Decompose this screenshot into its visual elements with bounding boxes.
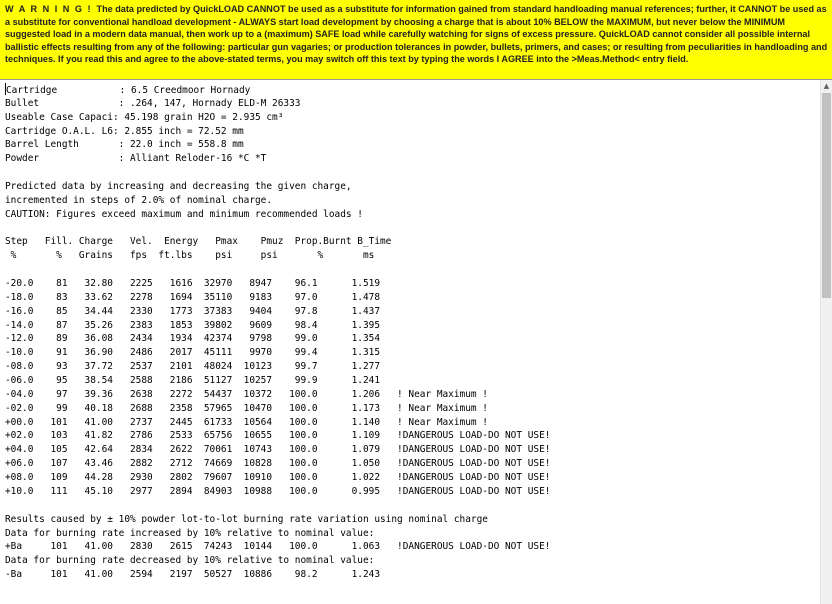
table-row: -10.0 91 36.90 2486 2017 45111 9970 99.4 1.315 bbox=[5, 347, 381, 359]
scroll-thumb[interactable] bbox=[822, 93, 831, 298]
table-row: +10.0 111 45.10 2977 2894 84903 10988 100.0 0.995 !DANGEROUS LOAD-DO NOT USE! bbox=[5, 485, 551, 497]
intro-line-0: Predicted data by increasing and decreasing the given charge, bbox=[5, 181, 352, 193]
table-row: -14.0 87 35.26 2383 1853 39802 9609 98.4 1.395 bbox=[5, 319, 381, 331]
decrease-label: Data for burning rate decreased by 10% relative to nominal value: bbox=[5, 555, 375, 567]
column-units: % % Grains fps ft.lbs psi psi % ms bbox=[5, 250, 375, 262]
blank-line bbox=[5, 499, 820, 513]
table-row: -04.0 97 39.36 2638 2272 54437 10372 100.0 1.206 ! Near Maximum ! bbox=[5, 388, 488, 400]
table-row: +00.0 101 41.00 2737 2445 61733 10564 100.0 1.140 ! Near Maximum ! bbox=[5, 416, 488, 428]
table-row: +02.0 103 41.82 2786 2533 65756 10655 100.0 1.109 !DANGEROUS LOAD-DO NOT USE! bbox=[5, 430, 551, 442]
table-row: -12.0 89 36.08 2434 1934 42374 9798 99.0 1.354 bbox=[5, 333, 381, 345]
decrease-row: -Ba 101 41.00 2594 2197 50527 10886 98.2 1.243 bbox=[5, 569, 381, 581]
table-row: -18.0 83 33.62 2278 1694 35110 9183 97.0 1.478 bbox=[5, 291, 381, 303]
setup-line-3: Cartridge O.A.L. L6: 2.855 inch = 72.52 mm bbox=[5, 125, 244, 137]
variation-title: Results caused by ± 10% powder lot-to-lot burning rate variation using nominal charge bbox=[5, 513, 488, 525]
intro-line-2: CAUTION: Figures exceed maximum and minimum recommended loads ! bbox=[5, 208, 363, 220]
setup-line-4: Barrel Length : 22.0 inch = 558.8 mm bbox=[5, 139, 244, 151]
table-row: -02.0 99 40.18 2688 2358 57965 10470 100.0 1.173 ! Near Maximum ! bbox=[5, 402, 488, 414]
table-row: +06.0 107 43.46 2882 2712 74669 10828 100.0 1.050 !DANGEROUS LOAD-DO NOT USE! bbox=[5, 458, 551, 470]
warning-text: The data predicted by QuickLOAD CANNOT be used as a substitute for information gained from standard handloading manual references; further, it CANNOT be used as a substitute for conventional handload development - ALWAYS start load development by choosing a charge that is about 10% BELOW the MAXIMUM, but never below the MINIMUM suggested load in a modern data manual, then work up to a (maximum) SAFE load while carefully watching for signs of excess pressure. QuickLOAD cannot consider all possible internal ballistic effects resulting from any of the following: particular gun vagaries; or production tolerances in powder, bullets, primers, and cases; or resulting from peculiarities in handloading and techniques. If you read this and agree to the above-stated terms, you may switch off this text by typing the words I AGREE into the >Meas.Method< entry field. bbox=[5, 4, 828, 65]
scroll-up-arrow-icon[interactable]: ▲ bbox=[823, 82, 830, 90]
report-text-area[interactable] bbox=[0, 81, 820, 604]
setup-line-0: Cartridge : 6.5 Creedmoor Hornady bbox=[6, 85, 251, 96]
blank-line bbox=[5, 222, 820, 236]
vertical-scrollbar[interactable] bbox=[820, 80, 832, 604]
increase-label: Data for burning rate increased by 10% relative to nominal value: bbox=[5, 527, 375, 539]
setup-line-5: Powder : Alliant Reloder-16 *C *T bbox=[5, 153, 267, 165]
table-row: -08.0 93 37.72 2537 2101 48024 10123 99.7 1.277 bbox=[5, 361, 381, 373]
blank-line bbox=[5, 263, 820, 277]
column-headers: Step Fill. Charge Vel. Energy Pmax Pmuz Prop.Burnt B_Time bbox=[5, 236, 392, 248]
warning-label: W A R N I N G ! bbox=[5, 4, 92, 14]
table-row: +04.0 105 42.64 2834 2622 70061 10743 100.0 1.079 !DANGEROUS LOAD-DO NOT USE! bbox=[5, 444, 551, 456]
increase-row: +Ba 101 41.00 2830 2615 74243 10144 100.0 1.063 !DANGEROUS LOAD-DO NOT USE! bbox=[5, 541, 551, 553]
table-row: -20.0 81 32.80 2225 1616 32970 8947 96.1 1.519 bbox=[5, 278, 381, 290]
intro-line-1: incremented in steps of 2.0% of nominal charge. bbox=[5, 194, 273, 206]
setup-line-1: Bullet : .264, 147, Hornady ELD-M 26333 bbox=[5, 97, 301, 109]
table-row: -16.0 85 34.44 2330 1773 37383 9404 97.8 1.437 bbox=[5, 305, 381, 317]
setup-line-2: Useable Case Capaci: 45.198 grain H2O = 2.935 cm³ bbox=[5, 111, 284, 123]
warning-banner bbox=[0, 0, 832, 80]
text-caret bbox=[5, 83, 6, 95]
table-row: +08.0 109 44.28 2930 2802 79607 10910 100.0 1.022 !DANGEROUS LOAD-DO NOT USE! bbox=[5, 472, 551, 484]
blank-line bbox=[5, 166, 820, 180]
table-row: -06.0 95 38.54 2588 2186 51127 10257 99.9 1.241 bbox=[5, 375, 381, 387]
